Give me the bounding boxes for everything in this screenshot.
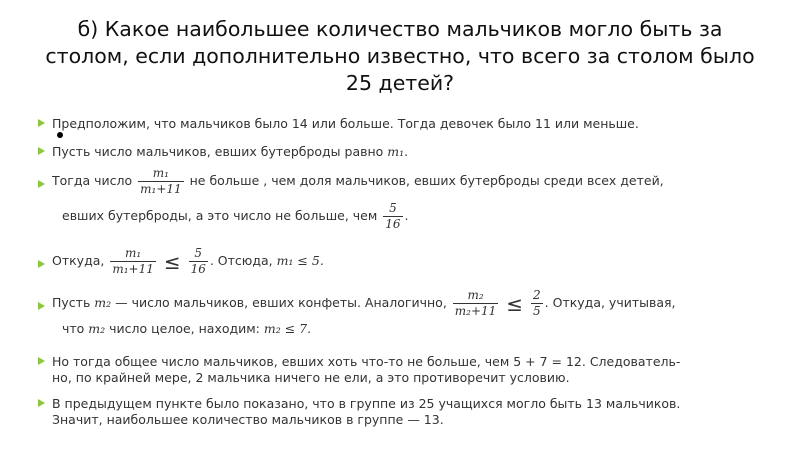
list-item-3 [52, 166, 752, 232]
stray-dot [57, 132, 63, 138]
item-text: Предположим, что мальчиков было 14 или больше. Тогда девочек было 11 или меньше. [52, 116, 639, 131]
item-text: не больше , чем доля мальчиков, евших бутерброды среди всех детей, [189, 173, 664, 188]
fraction-denominator: 5 [533, 304, 541, 318]
bullet-arrow-icon [38, 119, 45, 127]
leq-operator: ≤ [163, 249, 181, 274]
fraction [453, 288, 499, 319]
bullet-arrow-icon [38, 180, 45, 188]
slide-title: б) Какое наибольшее количество мальчиков могло быть за столом, если дополнительно известно, что всего за столом было 25 детей? [45, 17, 755, 95]
item-text: Значит, наибольшее количество мальчиков в группе — 13. [52, 412, 444, 427]
item-text: — число мальчиков, евших конфеты. Аналогично, [111, 295, 451, 310]
fraction-numerator: m₂ [453, 288, 499, 304]
fraction [383, 201, 402, 232]
bullet-arrow-icon [38, 147, 45, 155]
fraction [531, 288, 543, 319]
bullet-arrow-icon [38, 399, 45, 407]
math-result: m₂ ≤ 7. [263, 321, 312, 336]
fraction-numerator: m₁ [110, 246, 156, 262]
fraction [110, 246, 156, 277]
fraction-denominator: 16 [190, 262, 206, 276]
fraction-numerator: 5 [189, 246, 208, 262]
list-item-2 [52, 144, 752, 160]
item-text: . [404, 208, 409, 223]
item-text: . Отсюда, [209, 253, 277, 268]
item-text: но, по крайней мере, 2 мальчика ничего не ели, а это противоречит условию. [52, 370, 570, 385]
item-line-2 [52, 201, 752, 232]
fraction-numerator: 5 [383, 201, 402, 217]
list-item-7 [52, 396, 752, 428]
list-item-6 [52, 354, 752, 386]
fraction-denominator: m₂+11 [454, 304, 497, 318]
math-var: m₁ [387, 144, 405, 159]
item-text: Тогда число [52, 173, 137, 188]
item-text: евших бутерброды, а это число не больше, чем [62, 208, 382, 223]
leq-operator: ≤ [506, 291, 524, 316]
item-text: . Откуда, учитывая, [544, 295, 676, 310]
list-item-5 [52, 288, 752, 337]
bullet-arrow-icon [38, 302, 45, 310]
fraction-numerator: 2 [533, 288, 541, 302]
math-var: m₂ [94, 295, 112, 310]
item-text: Но тогда общее число мальчиков, евших хоть что-то не больше, чем 5 + 7 = 12. Следователь- [52, 354, 681, 369]
math-var: m₂ [88, 321, 106, 336]
item-text: Откуда, [52, 253, 109, 268]
bullet-arrow-icon [38, 357, 45, 365]
item-line-2 [52, 321, 752, 337]
item-text: Пусть [52, 295, 95, 310]
item-text: число целое, находим: [105, 321, 264, 336]
fraction-denominator: m₁+11 [112, 262, 154, 276]
item-text: В предыдущем пункте было показано, что в группе из 25 учащихся могло быть 13 мальчиков. [52, 396, 681, 411]
item-text: Пусть число мальчиков, евших бутерброды равно [52, 144, 388, 159]
item-text: что [62, 321, 89, 336]
item-text: . [404, 144, 409, 159]
list-item-1 [52, 116, 752, 132]
fraction [138, 166, 184, 197]
bullet-arrow-icon [38, 260, 45, 268]
fraction-denominator: 16 [385, 217, 401, 231]
fraction [189, 246, 208, 277]
math-result: m₁ ≤ 5. [276, 253, 324, 268]
list-item-4 [52, 246, 752, 277]
fraction-numerator: m₁ [138, 166, 184, 182]
fraction-denominator: m₁+11 [140, 182, 182, 196]
